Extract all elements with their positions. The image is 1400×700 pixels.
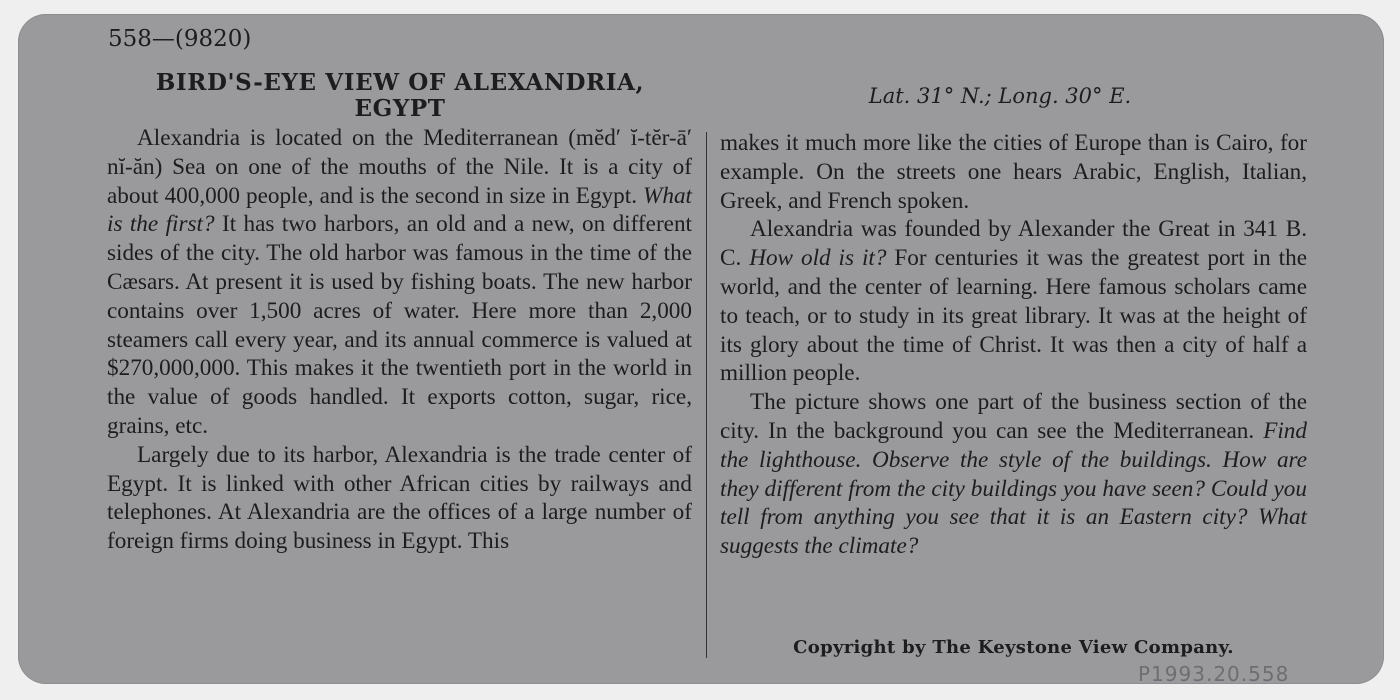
accession-number: P1993.20.558	[1138, 662, 1290, 686]
question: How old is it?	[749, 245, 887, 272]
paragraph-text: Alexandria was founded by Alexander the Great in 341 B. C.	[720, 216, 1307, 272]
paragraph-text: The picture shows one part of the business section of the city. In the background you can see the Mediterranean.	[720, 389, 1307, 444]
column-divider	[706, 132, 707, 658]
left-column	[107, 124, 692, 556]
paragraph: Largely due to its harbor, Alexandria is the trade center of Egypt. It is linked with other African cities by railways and telephones. At Alexandria are the offices of a large number of foreign firms doing business in Egypt. This	[107, 441, 692, 555]
copyright-line: Copyright by The Keystone View Company.	[793, 637, 1234, 658]
paragraph	[107, 124, 692, 441]
paragraph	[720, 215, 1307, 388]
paragraph-text: Alexandria is located on the Mediterranean (mĕd′ ĭ-tĕr-ā′ nĭ-ăn) Sea on one of the mouths of the Nile. It is a city of about 400,000 people, and is the second in size in Egypt.	[107, 125, 692, 209]
title-line-2: EGYPT	[354, 94, 446, 122]
paragraph	[720, 388, 1307, 561]
lat-long: Lat. 31° N.; Long. 30° E.	[868, 84, 1132, 108]
title-line-1: BIRD'S-EYE VIEW OF ALEXANDRIA,	[155, 69, 645, 96]
paragraph: makes it much more like the cities of Europe than is Cairo, for example. On the streets one hears Arabic, English, Italian, Greek, and French spoken.	[720, 130, 1307, 214]
paragraph-text: It has two harbors, an old and a new, on different sides of the city. The old harbor was famous in the time of the Cæsars. At present it is used by fishing boats. The new harbor contains over 1,500 acres of water. Here more than 2,000 steamers call every year, and its annual commerce is valued at $270,000,000. This makes it the twentieth port in the world in the value of goods handled. It exports cotton, sugar, rice, grains, etc.	[107, 211, 692, 439]
paragraph-text: For centuries it was the greatest port in the world, and the center of learning. Here famous scholars came to teach, or to study in its great library. It was at the height of its glory about the time of Christ. It was then a city of half a million people.	[720, 245, 1307, 387]
question: Find the lighthouse. Observe the style of the buildings. How are they different from the city buildings you have seen? Could you tell from anything you see that it is an Eastern city? What suggests the climate?	[720, 417, 1307, 560]
question: What is the first?	[107, 182, 692, 238]
card-title	[100, 70, 700, 122]
right-column	[720, 129, 1307, 561]
catalog-number: 558—(9820)	[108, 26, 252, 52]
